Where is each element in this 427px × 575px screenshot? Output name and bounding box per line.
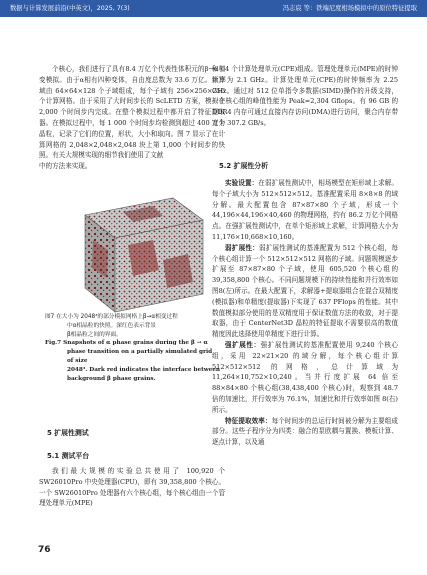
figure-caption (45, 313, 220, 383)
caption-zh-line-3: β相晶粒之间的界面。 (67, 331, 122, 338)
right-column-analysis (212, 178, 398, 448)
section-heading-5-1: 5.1 测试平台 (47, 452, 90, 460)
right-paragraph-setup (212, 178, 398, 243)
right-paragraph-hardware: 和 64 个计算处理单元(CPE)组成。管理处理单元(MPE)的时钟频率为 2.1 GHz。计算处理单元(CPE)的时钟频率为 2.25 GHz。通过对 512 位单指令多数据(SIMD)操作的升级支持，一个核心组的峰值性能为 Peak=2,304 Gflops。有 96 GB 的 DDR4 内存可通过直接内存访问(DMA)进行访问，聚合内存带宽为 307.2 GB/s。 (212, 65, 398, 127)
journal-header-bar (0, 0, 427, 17)
setup-text: 在弱扩展性测试中，相场模型在矩形域上求解。每个子域大小为 512×512×512。基准配置采用 8×8×8 的域分解。最大配置包含 87×87×80 个子域，形成一个 44,196×44,196×40,460 的物理网格，约有 86.2 万亿个网格点。在强扩展性测试中，在单个矩形域上求解，计算网格大小为 11,176×10,668×10,160。 (212, 179, 398, 241)
page-number: 76 (38, 545, 51, 555)
left-testbed-paragraph: 我们最大规模的实验总共使用了 100,920 个 SW26010Pro 中央处理器(CPU)，即有 39,358,800 个核心。一个 SW26010Pro 处理器有六个核心组，每个核心组由一个管理处理单元(MPE) (39, 467, 225, 508)
left-paragraph-2: 中的方法来实现。 (39, 162, 92, 171)
right-paragraph-weak (212, 243, 398, 340)
caption-zh-line-1: 图7 在大小为 2048³的部分模拟网格上β→α相变过程 (45, 314, 178, 320)
left-column-top (39, 64, 225, 172)
left-column-bottom (39, 466, 225, 509)
caption-en-line-1: Fig.7 Snapshots of α phase grains during the β → α (45, 340, 208, 347)
overhead-label: 特征提取效率： (225, 416, 272, 425)
strong-scaling-label: 强扩展性： (225, 340, 261, 349)
caption-en-line-2: phase transition on a partially simulated grid of size (67, 349, 213, 364)
overhead-text: 每个时间步的总运行时间被分解为主要组成部分。这些子程序分为四类：融合的泵欧耦与置换、模板计算、逐点计算，以及通 (212, 416, 398, 447)
caption-en-line-4: background β phase grains. (67, 375, 156, 382)
weak-scaling-label: 弱扩展性： (225, 243, 259, 252)
simulation-grain-figure (63, 190, 213, 320)
right-paragraph-strong (212, 340, 398, 416)
journal-header-right: 冯志宸 等：铁端尼度相场模拟中的原位特征提取 (282, 5, 417, 12)
section-heading-5: 5 扩展性测试 (47, 429, 89, 437)
section-heading-5-2: 5.2 扩展性分析 (219, 162, 269, 170)
right-paragraph-overhead (212, 416, 398, 448)
left-paragraph-1: 个核心，我们进行了具有8.4 万亿个代表性体积元的β→α相变模拟。由于α相有四种变体，自由度总数为 33.6 万亿。计算域由 64×64×128 个子域组成，每个子域有 256×256×256 个计算网格。由于采用了大时间步长的 ScLETD 方案，模拟在 2,000 个时间步内完成。在整个模拟过程中都开启了特征提取器。在模拟过程中，每 1 000 个时间步均检测到超过 400 万个晶粒，记录了它们的位置，形状，大小和取向。图 7 显示了在计算网格的 2,048×2,048×2,048 块上第 1,000 个时间步的快照。有关大规模实现的细节我们使用了文献 (39, 65, 225, 160)
setup-label: 实验设置： (225, 179, 259, 187)
right-column (212, 64, 398, 129)
weak-scaling-text: 弱扩展性测试的基准配置为 512 个核心组，每个核心组计算一个 512×512×512 网格的子域。问题规模逐步扩展至 87×87×80 个子域，使用 605,520 个核心组的 39,358,800 个核心。不同问题规模下的持续性能和并行效率如图8(左)所示。在最大配置下，求解器+提取器组合在混合双精度(模拟器)和单精度(提取器)下实现了 637 PFlops 的性能。其中数值模拟部分使用的是双精度用于保证数值方法的收敛，对于提取器，由于 CenterNet3D 晶粒的特征提取不需要很高的数值精度因此选择使用单精度下进行计算。 (212, 243, 398, 339)
grain-cube-image (63, 190, 213, 315)
strong-scaling-text: 强扩展性测试的基准配置使用 9,240 个核心组，采用 22×21×20 的域分解，每个核心组计算 512×512×512 的网格，总计算域为 11,264×10,752×10,240。当并行度扩展 64 倍至 88×84×80 个核心组(38,438,400 个核心)时，观察到 48.7 倍的加速比，并行效率为 76.1%，加速比和并行效率如图 8(右)所示。 (212, 340, 398, 414)
caption-zh-line-2: 中α相晶粒的快照。深红色表示背景 (67, 322, 157, 329)
journal-header-left: 数据与计算发展前沿(中英文)，2025, 7(3) (10, 5, 130, 12)
caption-en-line-3: 2048³. Dark red indicates the interface between (67, 366, 220, 373)
